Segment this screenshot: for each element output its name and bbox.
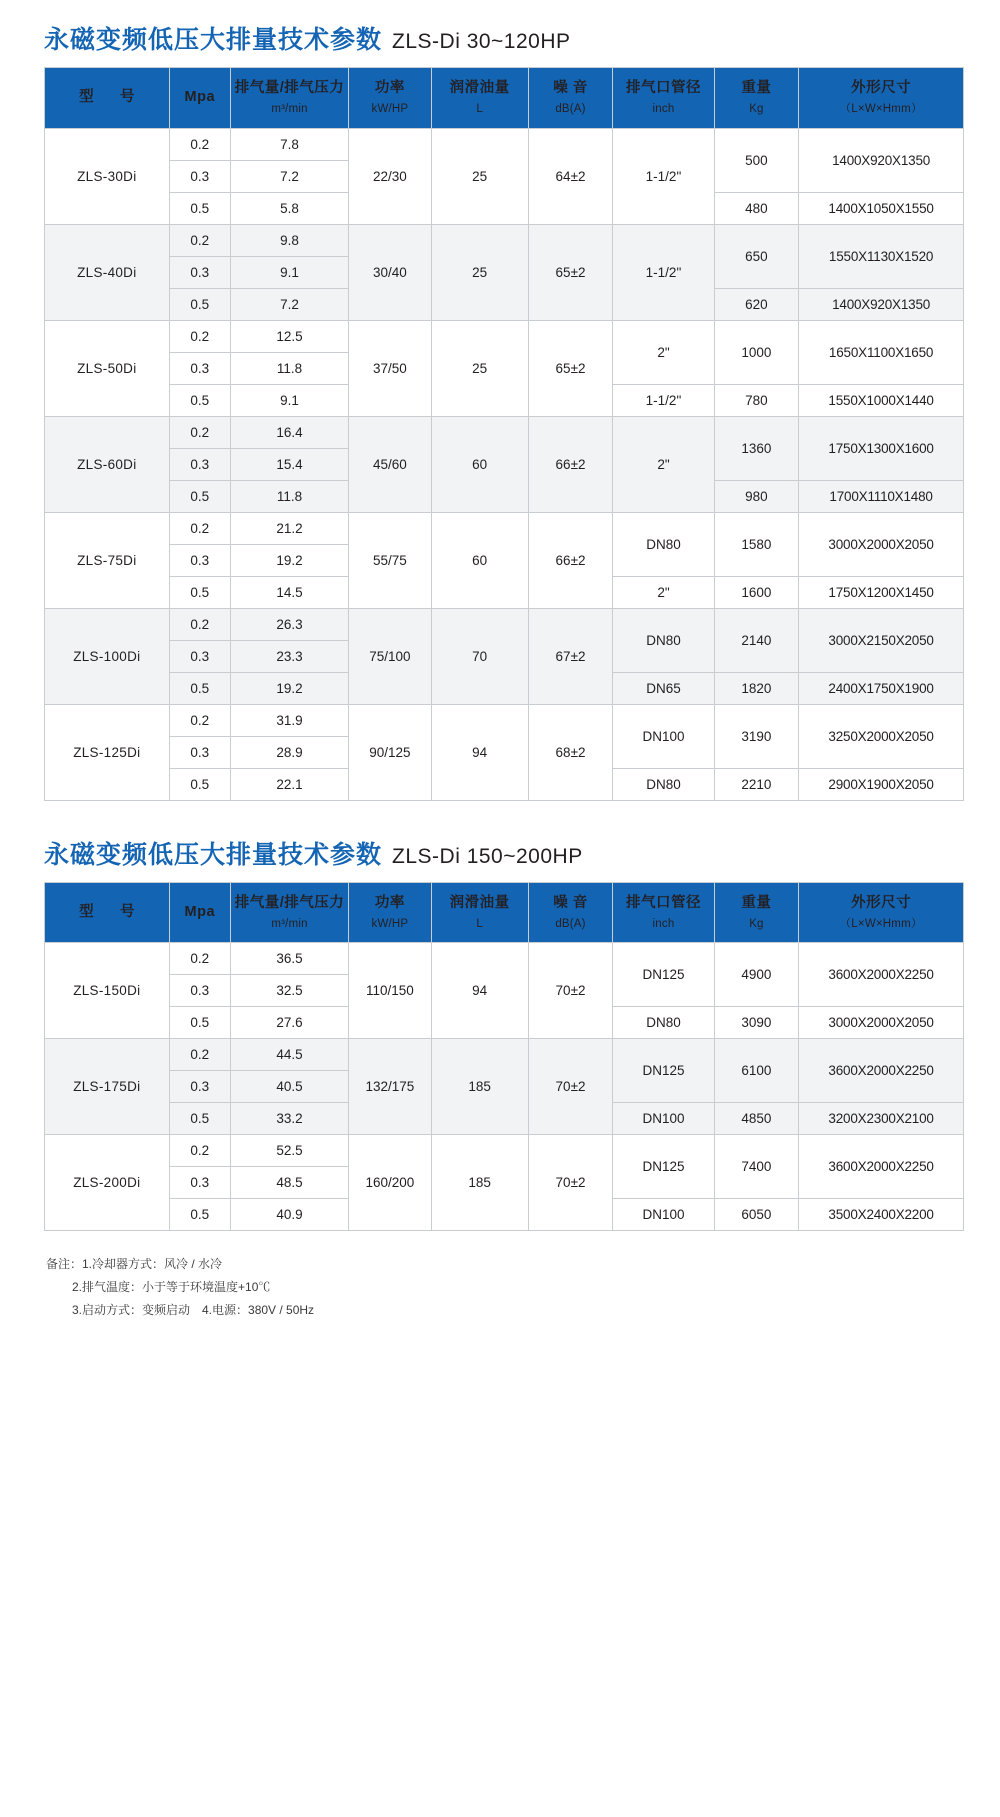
cell-power: 45/60: [349, 416, 431, 512]
cell-flow: 27.6: [230, 1007, 348, 1039]
cell-mpa: 0.5: [169, 192, 230, 224]
cell-oil: 60: [431, 512, 528, 608]
cell-size: 3000X2000X2050: [799, 1007, 964, 1039]
cell-flow: 36.5: [230, 943, 348, 975]
cell-oil: 25: [431, 128, 528, 224]
cell-pipe: 2": [613, 416, 714, 512]
col-header-model: 型 号: [45, 882, 170, 943]
footnote-line: 2.排气温度：小于等于环境温度+10℃: [72, 1280, 271, 1295]
cell-weight: 6050: [714, 1199, 799, 1231]
cell-power: 75/100: [349, 608, 431, 704]
cell-oil: 94: [431, 943, 528, 1039]
cell-size: 1400X920X1350: [799, 288, 964, 320]
cell-pipe: 1-1/2": [613, 128, 714, 224]
cell-noise: 64±2: [528, 128, 613, 224]
cell-pipe: DN80: [613, 768, 714, 800]
cell-flow: 40.9: [230, 1199, 348, 1231]
cell-flow: 26.3: [230, 608, 348, 640]
spec-table-150-200hp: [44, 882, 964, 1232]
cell-mpa: 0.2: [169, 320, 230, 352]
cell-weight: 2210: [714, 768, 799, 800]
cell-flow: 9.1: [230, 256, 348, 288]
cell-pipe: DN100: [613, 1103, 714, 1135]
cell-mpa: 0.2: [169, 128, 230, 160]
cell-flow: 28.9: [230, 736, 348, 768]
cell-weight: 780: [714, 384, 799, 416]
cell-weight: 3190: [714, 704, 799, 768]
header-row: [45, 68, 964, 129]
cell-mpa: 0.3: [169, 1167, 230, 1199]
cell-noise: 68±2: [528, 704, 613, 800]
cell-mpa: 0.3: [169, 544, 230, 576]
cell-mpa: 0.5: [169, 384, 230, 416]
cell-noise: 65±2: [528, 224, 613, 320]
section-title: [40, 840, 960, 869]
cell-mpa: 0.2: [169, 416, 230, 448]
footnote-line: 备注：1.冷却器方式：风冷 / 水冷: [46, 1257, 223, 1272]
cell-size: 3000X2150X2050: [799, 608, 964, 672]
cell-noise: 67±2: [528, 608, 613, 704]
cell-model: ZLS-30Di: [45, 128, 170, 224]
cell-mpa: 0.2: [169, 512, 230, 544]
cell-model: ZLS-50Di: [45, 320, 170, 416]
cell-flow: 11.8: [230, 352, 348, 384]
cell-flow: 16.4: [230, 416, 348, 448]
cell-flow: 7.2: [230, 160, 348, 192]
cell-mpa: 0.3: [169, 256, 230, 288]
cell-model: ZLS-175Di: [45, 1039, 170, 1135]
cell-model: ZLS-100Di: [45, 608, 170, 704]
cell-size: 3600X2000X2250: [799, 1039, 964, 1103]
cell-oil: 25: [431, 224, 528, 320]
header-row: [45, 882, 964, 943]
cell-mpa: 0.2: [169, 224, 230, 256]
cell-mpa: 0.3: [169, 1071, 230, 1103]
cell-model: ZLS-60Di: [45, 416, 170, 512]
cell-weight: 1580: [714, 512, 799, 576]
col-header-weight: 重量 Kg: [714, 882, 799, 943]
cell-mpa: 0.5: [169, 672, 230, 704]
table-row: [45, 1135, 964, 1167]
table-row: [45, 320, 964, 352]
cell-weight: 620: [714, 288, 799, 320]
cell-weight: 3090: [714, 1007, 799, 1039]
cell-size: 1400X920X1350: [799, 128, 964, 192]
col-header-model: 型 号: [45, 68, 170, 129]
cell-flow: 19.2: [230, 672, 348, 704]
cell-pipe: 1-1/2": [613, 224, 714, 320]
table-row: [45, 704, 964, 736]
cell-noise: 66±2: [528, 416, 613, 512]
cell-oil: 185: [431, 1135, 528, 1231]
table-row: [45, 512, 964, 544]
cell-power: 90/125: [349, 704, 431, 800]
cell-mpa: 0.3: [169, 640, 230, 672]
col-header-mpa: Mpa: [169, 68, 230, 129]
cell-noise: 70±2: [528, 1135, 613, 1231]
cell-flow: 9.8: [230, 224, 348, 256]
cell-size: 2400X1750X1900: [799, 672, 964, 704]
col-header-size: 外形尺寸 （L×W×Hmm）: [799, 68, 964, 129]
cell-mpa: 0.3: [169, 352, 230, 384]
spec-table-30-120hp: [44, 67, 964, 801]
cell-flow: 12.5: [230, 320, 348, 352]
table-header: [45, 882, 964, 943]
cell-noise: 65±2: [528, 320, 613, 416]
col-header-size: 外形尺寸 （L×W×Hmm）: [799, 882, 964, 943]
cell-size: 3500X2400X2200: [799, 1199, 964, 1231]
cell-flow: 40.5: [230, 1071, 348, 1103]
section-title: [40, 28, 960, 53]
cell-mpa: 0.5: [169, 768, 230, 800]
cell-pipe: DN80: [613, 512, 714, 576]
cell-mpa: 0.3: [169, 975, 230, 1007]
cell-flow: 52.5: [230, 1135, 348, 1167]
cell-mpa: 0.5: [169, 288, 230, 320]
table-row: [45, 943, 964, 975]
cell-mpa: 0.5: [169, 1103, 230, 1135]
col-header-oil: 润滑油量 L: [431, 882, 528, 943]
cell-flow: 15.4: [230, 448, 348, 480]
cell-weight: 4900: [714, 943, 799, 1007]
cell-power: 55/75: [349, 512, 431, 608]
table-row: [45, 608, 964, 640]
cell-pipe: DN65: [613, 672, 714, 704]
cell-size: 3600X2000X2250: [799, 943, 964, 1007]
cell-model: ZLS-75Di: [45, 512, 170, 608]
cell-weight: 650: [714, 224, 799, 288]
cell-weight: 2140: [714, 608, 799, 672]
cell-size: 2900X1900X2050: [799, 768, 964, 800]
cell-weight: 480: [714, 192, 799, 224]
cell-mpa: 0.2: [169, 704, 230, 736]
cell-oil: 185: [431, 1039, 528, 1135]
cell-pipe: 1-1/2": [613, 384, 714, 416]
cell-model: ZLS-200Di: [45, 1135, 170, 1231]
cell-noise: 70±2: [528, 1039, 613, 1135]
cell-power: 132/175: [349, 1039, 431, 1135]
table-header: [45, 68, 964, 129]
section-title-cn: 永磁变频低压大排量技术参数: [44, 840, 383, 869]
cell-flow: 19.2: [230, 544, 348, 576]
cell-weight: 1000: [714, 320, 799, 384]
cell-mpa: 0.2: [169, 1135, 230, 1167]
cell-size: 3250X2000X2050: [799, 704, 964, 768]
cell-weight: 1820: [714, 672, 799, 704]
cell-mpa: 0.5: [169, 1199, 230, 1231]
cell-model: ZLS-40Di: [45, 224, 170, 320]
col-header-pipe: 排气口管径 inch: [613, 882, 714, 943]
footnotes: [40, 1253, 960, 1321]
cell-pipe: DN125: [613, 943, 714, 1007]
cell-power: 22/30: [349, 128, 431, 224]
cell-mpa: 0.5: [169, 480, 230, 512]
table-row: [45, 224, 964, 256]
cell-pipe: DN80: [613, 608, 714, 672]
cell-noise: 66±2: [528, 512, 613, 608]
cell-size: 1400X1050X1550: [799, 192, 964, 224]
cell-pipe: 2": [613, 320, 714, 384]
cell-mpa: 0.2: [169, 608, 230, 640]
cell-oil: 94: [431, 704, 528, 800]
section-title-en: ZLS-Di 30~120HP: [392, 30, 571, 53]
cell-flow: 14.5: [230, 576, 348, 608]
cell-weight: 980: [714, 480, 799, 512]
cell-weight: 500: [714, 128, 799, 192]
table-row: [45, 416, 964, 448]
cell-flow: 7.2: [230, 288, 348, 320]
table-row: [45, 128, 964, 160]
col-header-noise: 噪 音 dB(A): [528, 68, 613, 129]
cell-noise: 70±2: [528, 943, 613, 1039]
footnote-line: 3.启动方式：变频启动 4.电源：380V / 50Hz: [72, 1302, 315, 1317]
cell-size: 1750X1200X1450: [799, 576, 964, 608]
cell-pipe: DN125: [613, 1039, 714, 1103]
cell-mpa: 0.5: [169, 576, 230, 608]
col-header-mpa: Mpa: [169, 882, 230, 943]
cell-power: 30/40: [349, 224, 431, 320]
col-header-noise: 噪 音 dB(A): [528, 882, 613, 943]
cell-oil: 60: [431, 416, 528, 512]
cell-flow: 23.3: [230, 640, 348, 672]
cell-flow: 48.5: [230, 1167, 348, 1199]
cell-weight: 1600: [714, 576, 799, 608]
col-header-flow: 排气量/排气压力 m³/min: [230, 68, 348, 129]
col-header-flow: 排气量/排气压力 m³/min: [230, 882, 348, 943]
cell-model: ZLS-150Di: [45, 943, 170, 1039]
cell-oil: 70: [431, 608, 528, 704]
col-header-oil: 润滑油量 L: [431, 68, 528, 129]
cell-flow: 9.1: [230, 384, 348, 416]
cell-weight: 4850: [714, 1103, 799, 1135]
cell-flow: 44.5: [230, 1039, 348, 1071]
cell-size: 3600X2000X2250: [799, 1135, 964, 1199]
cell-pipe: DN100: [613, 1199, 714, 1231]
cell-pipe: DN80: [613, 1007, 714, 1039]
cell-power: 110/150: [349, 943, 431, 1039]
cell-power: 37/50: [349, 320, 431, 416]
cell-mpa: 0.2: [169, 943, 230, 975]
cell-size: 3000X2000X2050: [799, 512, 964, 576]
cell-size: 1750X1300X1600: [799, 416, 964, 480]
section-150-200hp: [40, 840, 960, 1232]
cell-mpa: 0.3: [169, 160, 230, 192]
cell-size: 1650X1100X1650: [799, 320, 964, 384]
section-30-120hp: [40, 28, 960, 801]
table-body: [45, 943, 964, 1231]
cell-size: 1550X1000X1440: [799, 384, 964, 416]
cell-size: 3200X2300X2100: [799, 1103, 964, 1135]
cell-pipe: DN125: [613, 1135, 714, 1199]
cell-mpa: 0.5: [169, 1007, 230, 1039]
col-header-power: 功率 kW/HP: [349, 68, 431, 129]
cell-flow: 33.2: [230, 1103, 348, 1135]
cell-flow: 21.2: [230, 512, 348, 544]
cell-flow: 32.5: [230, 975, 348, 1007]
section-title-en: ZLS-Di 150~200HP: [392, 844, 583, 868]
cell-weight: 7400: [714, 1135, 799, 1199]
cell-flow: 11.8: [230, 480, 348, 512]
col-header-weight: 重量 Kg: [714, 68, 799, 129]
cell-pipe: 2": [613, 576, 714, 608]
section-title-cn: 永磁变频低压大排量技术参数: [44, 26, 383, 54]
cell-weight: 6100: [714, 1039, 799, 1103]
cell-model: ZLS-125Di: [45, 704, 170, 800]
table-row: [45, 1039, 964, 1071]
cell-weight: 1360: [714, 416, 799, 480]
cell-size: 1550X1130X1520: [799, 224, 964, 288]
cell-pipe: DN100: [613, 704, 714, 768]
cell-power: 160/200: [349, 1135, 431, 1231]
cell-mpa: 0.3: [169, 448, 230, 480]
col-header-power: 功率 kW/HP: [349, 882, 431, 943]
cell-flow: 5.8: [230, 192, 348, 224]
col-header-pipe: 排气口管径 inch: [613, 68, 714, 129]
cell-oil: 25: [431, 320, 528, 416]
table-body: [45, 128, 964, 800]
cell-flow: 31.9: [230, 704, 348, 736]
cell-mpa: 0.2: [169, 1039, 230, 1071]
cell-size: 1700X1110X1480: [799, 480, 964, 512]
cell-flow: 22.1: [230, 768, 348, 800]
cell-mpa: 0.3: [169, 736, 230, 768]
cell-flow: 7.8: [230, 128, 348, 160]
